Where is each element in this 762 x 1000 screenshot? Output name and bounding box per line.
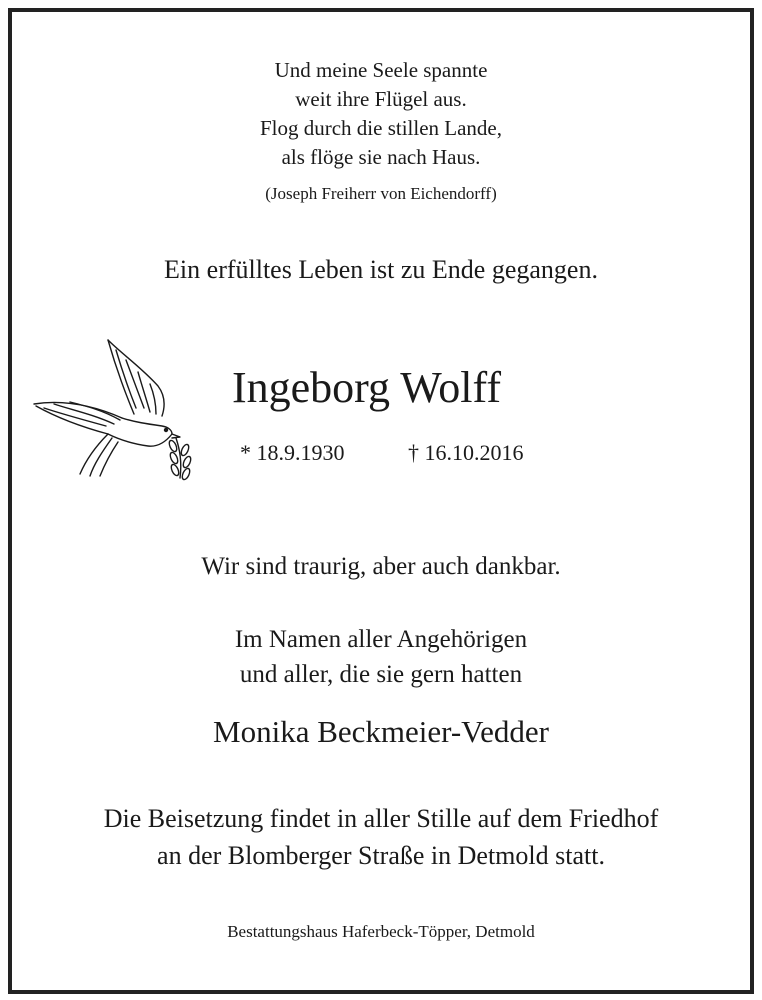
intro-text: Ein erfülltes Leben ist zu Ende gegangen. [164,255,598,284]
funeral-line: Die Beisetzung findet in aller Stille auf dem Friedhof [103,804,659,833]
deceased-name: Ingeborg Wolff [232,363,501,412]
dove-with-olive-branch-icon [30,334,198,484]
funeral-line: an der Blomberger Straße in Detmold statt. [157,841,605,870]
mourners-line: Im Namen aller Angehörigen [234,626,528,653]
poem-line: weit ihre Flügel aus. [295,87,467,111]
sentiment-text: Wir sind traurig, aber auch dankbar. [201,553,561,580]
mourners-line: und aller, die sie gern hatten [239,661,523,688]
poem-line: Flog durch die stillen Lande, [259,116,503,140]
undertaker-credit: Bestattungshaus Haferbeck-Töpper, Detmold [227,922,535,941]
signer-name: Monika Beckmeier-Vedder [213,714,549,749]
birth-date: * 18.9.1930 [240,440,345,465]
poem-line: als flöge sie nach Haus. [281,145,481,169]
poem-line: Und meine Seele spannte [274,58,488,82]
poem-author: (Joseph Freiherr von Eichendorff) [265,184,497,203]
death-date: † 16.10.2016 [408,440,524,465]
